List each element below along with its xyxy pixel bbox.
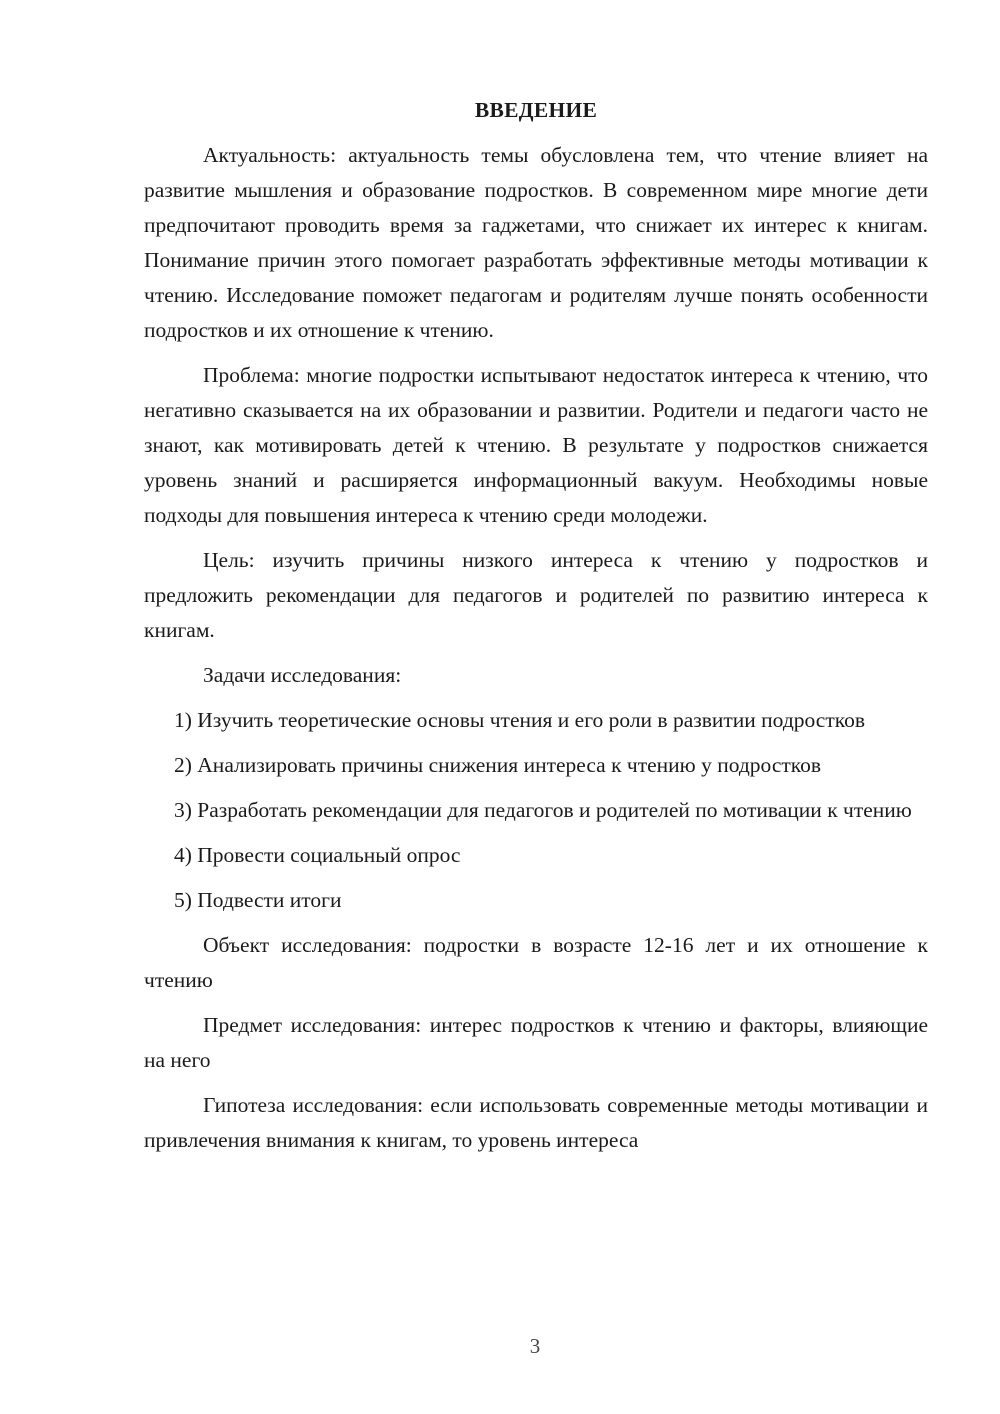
task-item-2: 2) Анализировать причины снижения интереса к чтению у подростков [174,753,822,777]
paragraph-goal: Цель: изучить причины низкого интереса к чтению у подростков и предложить рекомендации для педагогов и родителей по развитию интереса к книгам. [144,548,928,642]
paragraph-hypothesis: Гипотеза исследования: если использовать современные методы мотивации и привлечения внимания к книгам, то уровень интереса [144,1093,928,1152]
document-body [144,93,928,1168]
paragraph-relevance: Актуальность: актуальность темы обусловлена тем, что чтение влияет на развитие мышления и образование подростков. В современном мире многие дети предпочитают проводить время за гаджетами, что снижает их интерес к книгам. Понимание причин этого помогает разработать эффективные методы мотивации к чтению. Исследование поможет педагогам и родителям лучше понять особенности подростков и их отношение к чтению. [144,143,928,342]
task-item-1: 1) Изучить теоретические основы чтения и его роли в развитии подростков [174,708,865,732]
task-item-3: 3) Разработать рекомендации для педагогов и родителей по мотивации к чтению [174,798,912,822]
task-item-5: 5) Подвести итоги [174,888,342,912]
paragraph-tasks-heading: Задачи исследования: [203,663,402,687]
page-number: 3 [529,1334,541,1358]
paragraph-problem: Проблема: многие подростки испытывают недостаток интереса к чтению, что негативно сказывается на их образовании и развитии. Родители и педагоги часто не знают, как мотивировать детей к чтению. В результате у подростков снижается уровень знаний и расширяется информационный вакуум. Необходимы новые подходы для повышения интереса к чтению среди молодежи. [144,363,928,527]
page-title: ВВЕДЕНИЕ [474,98,598,122]
paragraph-subject: Предмет исследования: интерес подростков к чтению и факторы, влияющие на него [144,1013,928,1072]
paragraph-object: Объект исследования: подростки в возрасте 12-16 лет и их отношение к чтению [144,933,928,992]
task-item-4: 4) Провести социальный опрос [174,843,461,867]
